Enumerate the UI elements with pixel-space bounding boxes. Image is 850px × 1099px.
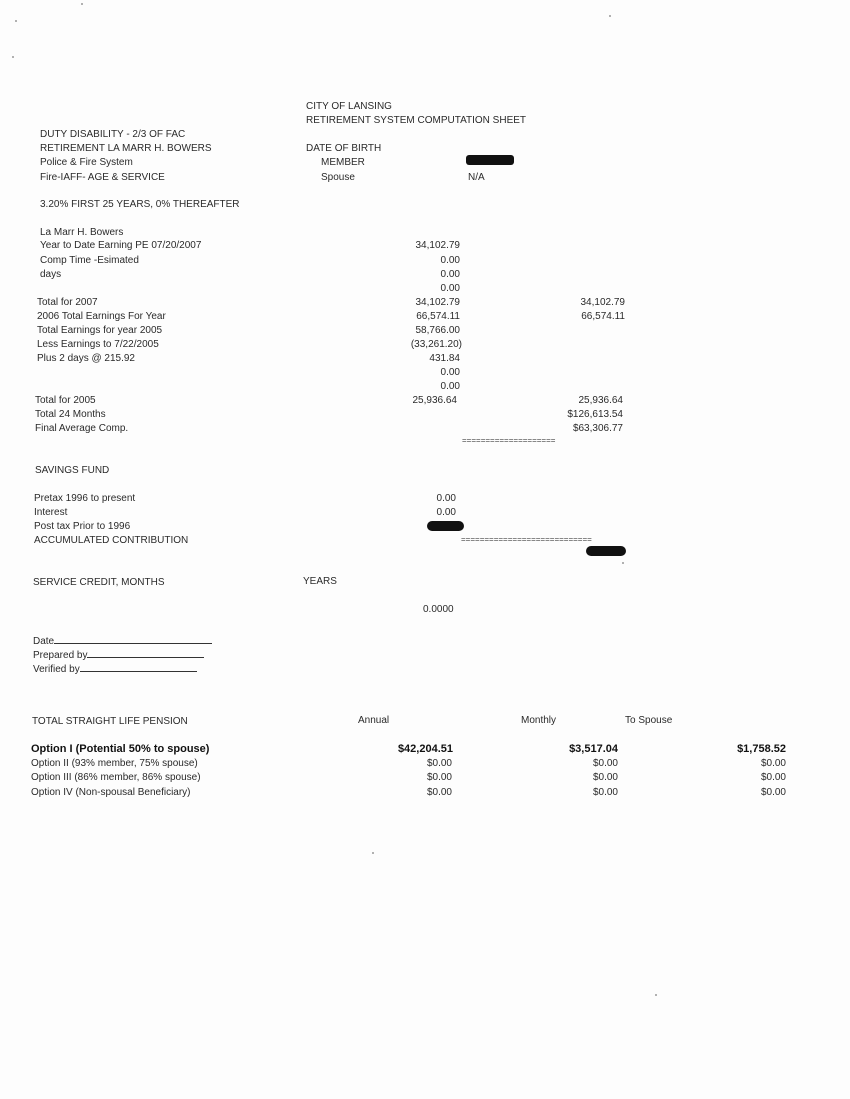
dob-member-label: MEMBER — [321, 157, 365, 168]
savings-title: SAVINGS FUND — [35, 465, 110, 476]
row-value: 34,102.79 — [415, 297, 460, 308]
row-value: 0.00 — [440, 255, 460, 266]
savings-label: Pretax 1996 to present — [34, 493, 136, 504]
option-spouse: $0.00 — [760, 772, 786, 783]
row-label: Plus 2 days @ 215.92 — [37, 353, 135, 364]
double-rule: ============================ — [461, 536, 592, 544]
row-value: 34,102.79 — [415, 240, 460, 251]
row-label: Total for 2007 — [37, 297, 98, 308]
option-monthly: $0.00 — [592, 787, 618, 798]
option-monthly: $3,517.04 — [569, 743, 618, 755]
row-label: Total Earnings for year 2005 — [37, 325, 163, 336]
row-value: 58,766.00 — [415, 325, 460, 336]
doc-subtitle: RETIREMENT SYSTEM COMPUTATION SHEET — [306, 115, 527, 126]
col-to-spouse: To Spouse — [625, 715, 673, 726]
option-label: Option III (86% member, 86% spouse) — [31, 772, 201, 783]
date-underline — [54, 634, 212, 644]
option-annual: $0.00 — [426, 787, 452, 798]
option-annual: $0.00 — [426, 772, 452, 783]
member-name: La Marr H. Bowers — [40, 227, 124, 238]
option-annual: $0.00 — [426, 758, 452, 769]
option-label: Option IV (Non-spousal Beneficiary) — [31, 787, 191, 798]
scan-speck — [12, 56, 14, 58]
row-total: 25,936.64 — [578, 395, 623, 406]
row-label: Total 24 Months — [35, 409, 106, 420]
row-label: Total for 2005 — [35, 395, 96, 406]
savings-label: Interest — [34, 507, 68, 518]
redaction-mark — [427, 521, 464, 531]
retirement-type: DUTY DISABILITY - 2/3 OF FAC — [40, 129, 186, 140]
date-line — [33, 634, 212, 647]
row-value: 431.84 — [429, 353, 460, 364]
service-credit-label: SERVICE CREDIT, MONTHS — [33, 577, 165, 588]
redaction-mark — [466, 155, 514, 165]
years-value: 0.0000 — [423, 604, 454, 615]
redaction-mark — [586, 546, 626, 556]
row-label: days — [40, 269, 62, 280]
col-annual: Annual — [358, 715, 390, 726]
years-label: YEARS — [303, 576, 337, 587]
row-total: 34,102.79 — [580, 297, 625, 308]
option-spouse: $1,758.52 — [737, 743, 786, 755]
col-monthly: Monthly — [521, 715, 557, 726]
scan-speck — [622, 562, 624, 564]
row-total: 66,574.11 — [581, 311, 625, 322]
row-value: (33,261.20) — [410, 339, 462, 350]
row-value: 0.00 — [440, 283, 460, 294]
prepared-underline — [87, 648, 204, 658]
verified-label: Verified by — [33, 664, 80, 675]
savings-value: 0.00 — [436, 507, 456, 518]
option-label: Option I (Potential 50% to spouse) — [31, 743, 210, 755]
row-value: 0.00 — [440, 367, 460, 378]
pension-title: TOTAL STRAIGHT LIFE PENSION — [32, 716, 188, 727]
row-label: Comp Time -Esimated — [40, 255, 139, 266]
row-value: 0.00 — [440, 269, 460, 280]
scan-speck — [15, 20, 17, 22]
savings-label: Post tax Prior to 1996 — [34, 521, 131, 532]
final-average-comp: $63,306.77 — [572, 423, 623, 434]
doc-title: CITY OF LANSING — [306, 101, 392, 112]
row-value: 25,936.64 — [412, 395, 457, 406]
option-spouse: $0.00 — [760, 758, 786, 769]
scan-speck — [372, 852, 374, 854]
scan-speck — [655, 994, 657, 996]
benefit-formula: 3.20% FIRST 25 YEARS, 0% THEREAFTER — [40, 199, 240, 210]
row-label: Final Average Comp. — [35, 423, 129, 434]
scan-speck — [81, 3, 83, 5]
option-monthly: $0.00 — [592, 758, 618, 769]
savings-label: ACCUMULATED CONTRIBUTION — [34, 535, 189, 546]
double-rule: ==================== — [462, 437, 556, 445]
row-label: Less Earnings to 7/22/2005 — [37, 339, 159, 350]
member-name-line: RETIREMENT LA MARR H. BOWERS — [40, 143, 212, 154]
option-monthly: $0.00 — [592, 772, 618, 783]
total-24-months: $126,613.54 — [567, 409, 623, 420]
savings-value: 0.00 — [436, 493, 456, 504]
system-name: Police & Fire System — [40, 157, 133, 168]
prepared-line — [33, 648, 204, 661]
prepared-label: Prepared by — [33, 650, 88, 661]
row-value: 0.00 — [440, 381, 460, 392]
date-label: Date — [33, 636, 55, 647]
verified-line — [33, 662, 197, 675]
row-label: Year to Date Earning PE 07/20/2007 — [40, 240, 202, 251]
union-line: Fire-IAFF- AGE & SERVICE — [40, 172, 165, 183]
scan-speck — [609, 15, 611, 17]
dob-spouse-value: N/A — [468, 172, 485, 183]
verified-underline — [80, 662, 197, 672]
option-spouse: $0.00 — [760, 787, 786, 798]
row-value: 66,574.11 — [416, 311, 460, 322]
dob-spouse-label: Spouse — [321, 172, 355, 183]
option-annual: $42,204.51 — [397, 743, 453, 755]
option-label: Option II (93% member, 75% spouse) — [31, 758, 198, 769]
row-label: 2006 Total Earnings For Year — [37, 311, 166, 322]
dob-title: DATE OF BIRTH — [306, 143, 382, 154]
